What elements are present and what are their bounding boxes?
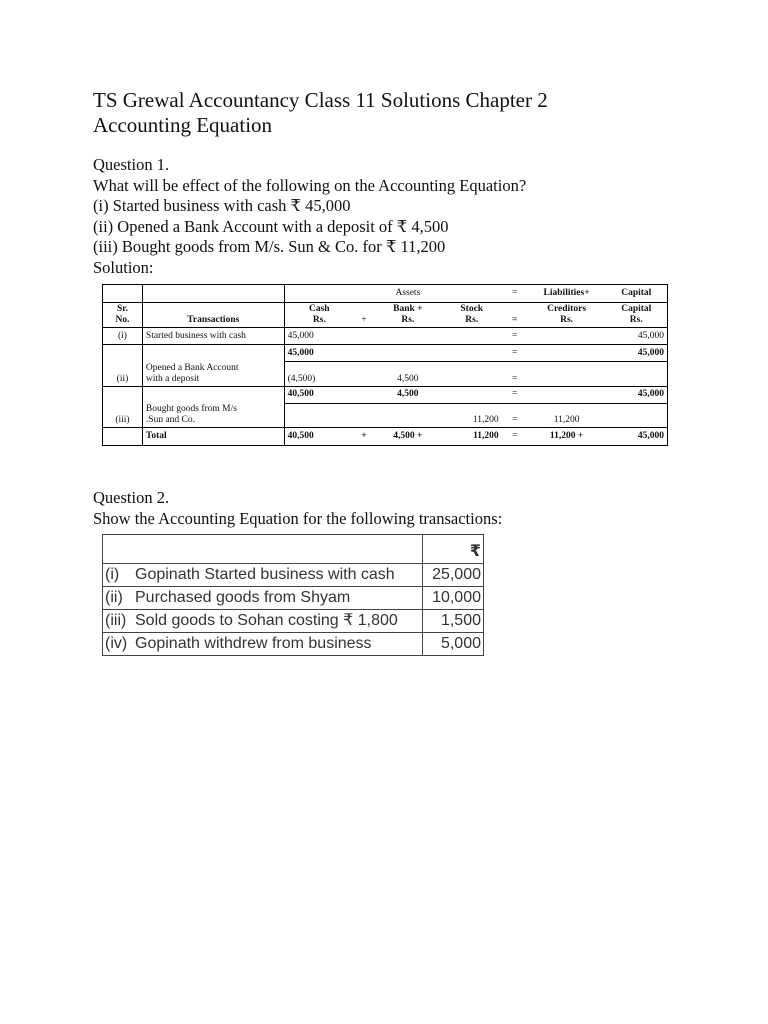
liabilities-header: Liabilities+ xyxy=(528,285,606,303)
table-row: (i) Gopinath Started business with cash 25,000 xyxy=(103,564,484,587)
plus-header: + xyxy=(354,303,374,328)
question-2 xyxy=(93,488,693,529)
total-row: Total 40,500 + 4,500 + 11,200 = 11,200 + 45,000 xyxy=(103,428,668,446)
table-row: 45,000 = 45,000 xyxy=(103,345,668,362)
title-line-1: TS Grewal Accountancy Class 11 Solutions Chapter 2 xyxy=(93,88,548,112)
assets-header: Assets xyxy=(374,285,442,303)
transactions-header: Transactions xyxy=(142,303,284,328)
page-title xyxy=(93,88,693,138)
group-header-row xyxy=(103,285,668,303)
table-row: (iv) Gopinath withdrew from business 5,000 xyxy=(103,633,484,656)
solution-label: Solution: xyxy=(93,257,154,277)
question-1-text: What will be effect of the following on the Accounting Equation? xyxy=(93,175,527,195)
capital-header: Capital Rs. xyxy=(606,303,668,328)
transactions-table xyxy=(102,534,484,656)
capital-group-header: Capital xyxy=(606,285,668,303)
creditors-header: Creditors Rs. xyxy=(528,303,606,328)
solution-table xyxy=(102,284,668,446)
table-row: (iii) Sold goods to Sohan costing ₹ 1,800 1,500 xyxy=(103,610,484,633)
table-row: (iii) Bought goods from M/s .Sun and Co. 11,200 = 11,200 xyxy=(103,403,668,428)
table-row: (ii) Opened a Bank Account with a deposit (4,500) 4,500 = xyxy=(103,362,668,387)
bank-header: Bank + Rs. xyxy=(374,303,442,328)
question-2-text: Show the Accounting Equation for the following transactions: xyxy=(93,508,503,528)
question-2-heading: Question 2. xyxy=(93,488,170,507)
question-1-item: (ii) Opened a Bank Account with a deposit of ₹ 4,500 xyxy=(93,216,449,236)
table-row: (i) Started business with cash 45,000 = 45,000 xyxy=(103,328,668,345)
rupee-header: ₹ xyxy=(423,535,484,564)
question-1-item: (i) Started business with cash ₹ 45,000 xyxy=(93,196,351,215)
table-row: 40,500 4,500 = 45,000 xyxy=(103,386,668,403)
transactions-header-row xyxy=(103,535,484,564)
sr-no-header: Sr. No. xyxy=(103,303,143,328)
equals-header: = xyxy=(502,285,528,303)
cash-header: Cash Rs. xyxy=(284,303,354,328)
table-row: (ii) Purchased goods from Shyam 10,000 xyxy=(103,587,484,610)
document-body xyxy=(93,88,693,278)
question-1 xyxy=(93,155,693,278)
question-1-heading: Question 1. xyxy=(93,155,170,174)
column-header-row xyxy=(103,303,668,328)
question-1-item: (iii) Bought goods from M/s. Sun & Co. for ₹ 11,200 xyxy=(93,237,446,256)
equals-col-header: = xyxy=(502,303,528,328)
title-line-2: Accounting Equation xyxy=(93,113,273,137)
stock-header: Stock Rs. xyxy=(442,303,502,328)
